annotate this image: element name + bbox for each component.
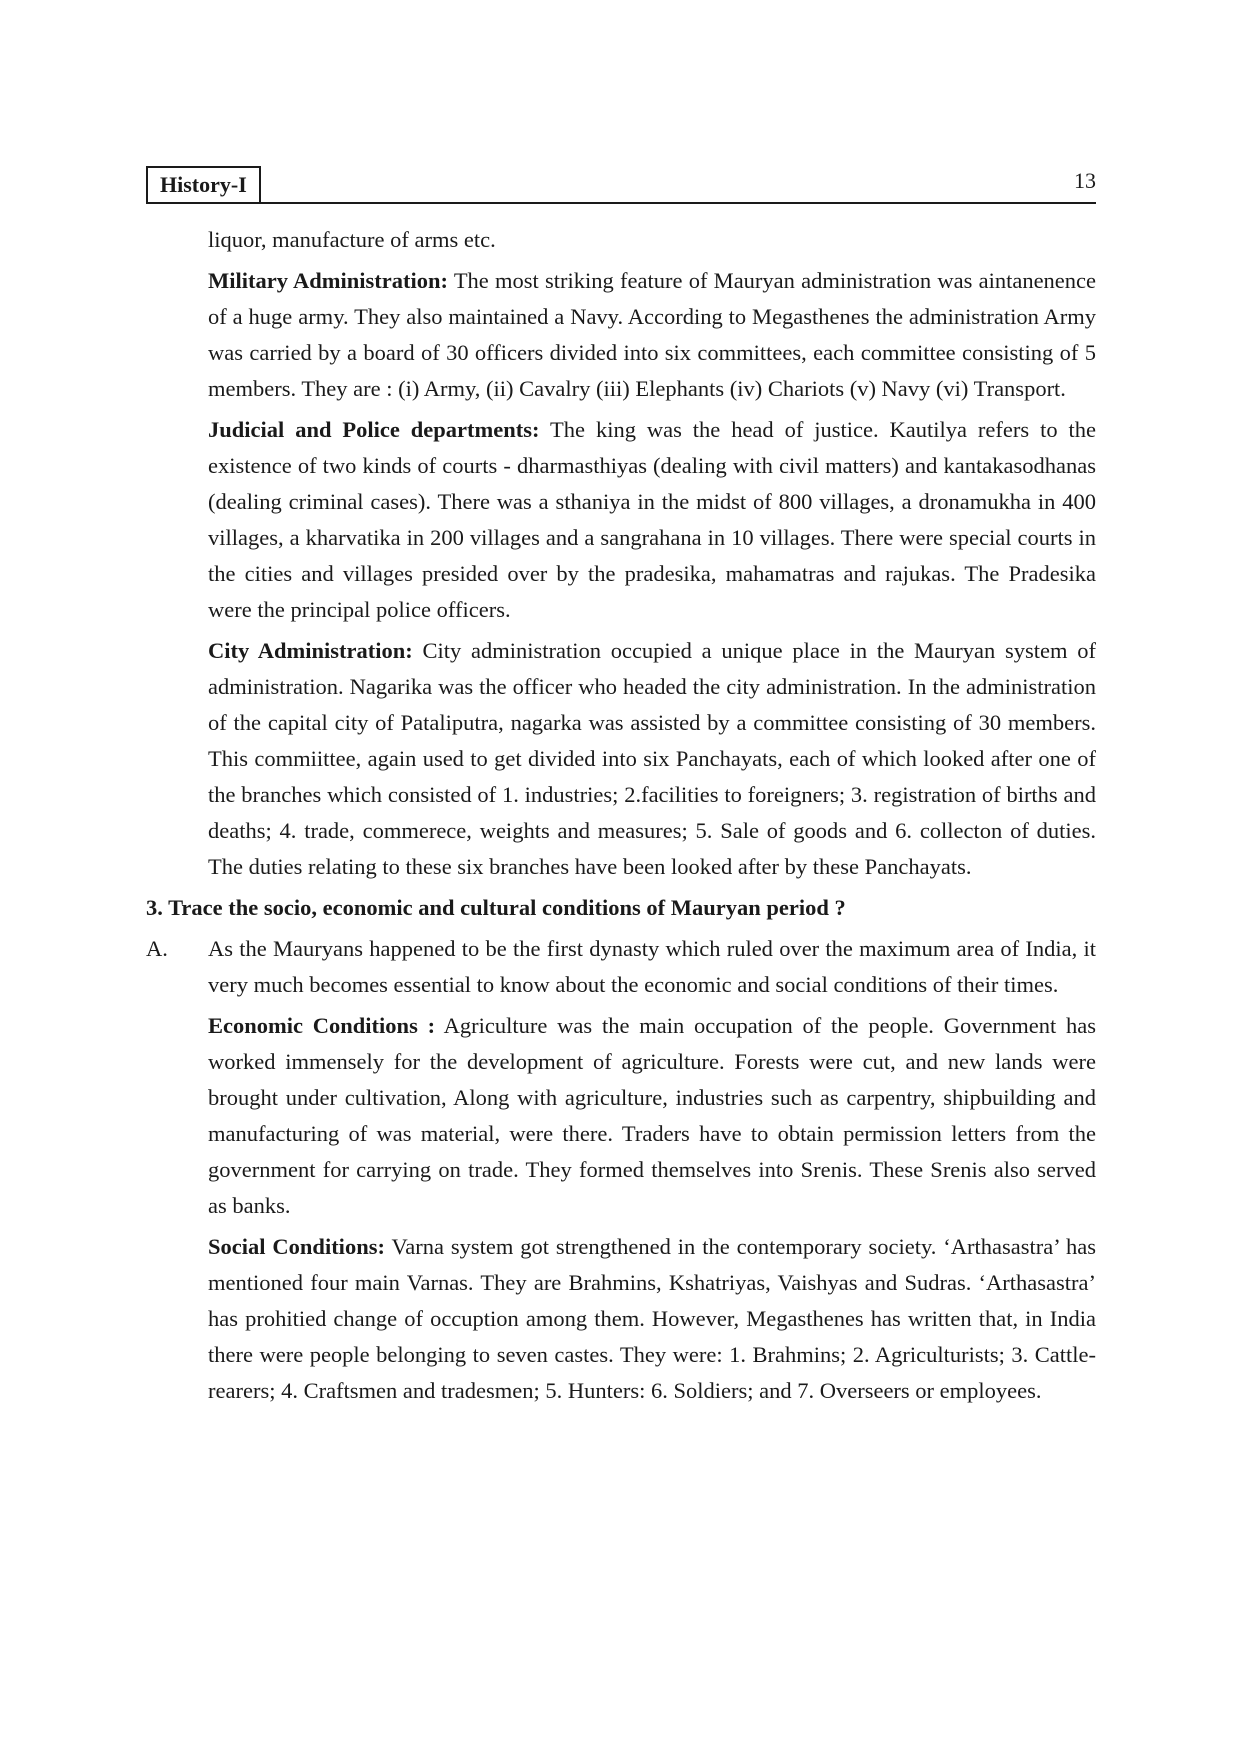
paragraph-text: The most striking feature of Mauryan administration was aintanenence of a huge army. They also maintained a Navy. According to Megasthenes the administration Army was carried by a board of 30 officers divided into six committees, each committee consisting of 5 members. They are : (i) Army, (ii) Cavalry (iii) Elephants (iv) Chariots (v) Navy (vi) Transport. <box>208 268 1097 401</box>
answer-text: As the Mauryans happened to be the first dynasty which ruled over the maximum area of India, it very much becomes essential to know about the economic and social conditions of their times. <box>208 936 1096 997</box>
page-header <box>146 166 1096 204</box>
paragraph-social-conditions <box>208 1229 1096 1409</box>
paragraph-heading: City Administration: <box>208 638 413 663</box>
answer-block <box>146 931 1096 1003</box>
paragraph-continuation <box>208 222 1096 258</box>
question-heading: 3. Trace the socio, economic and cultural conditions of Mauryan period ? <box>146 895 846 920</box>
running-title: History-I <box>146 166 261 202</box>
page-number: 13 <box>1074 168 1096 193</box>
page-body <box>146 222 1096 1414</box>
paragraph-text: liquor, manufacture of arms etc. <box>208 227 496 252</box>
paragraph-economic-conditions <box>208 1008 1096 1224</box>
paragraph-heading: Military Administration: <box>208 268 448 293</box>
paragraph-text: Agriculture was the main occupation of the people. Government has worked immensely for the development of agriculture. Forests were cut, and new lands were brought under cultivation, Along with agriculture, industries such as carpentry, shipbuilding and manufacturing of was material, were there. Traders have to obtain permission letters from the government for carrying on trade. They formed themselves into Srenis. These Srenis also served as banks. <box>208 1013 1096 1218</box>
paragraph-military-administration <box>208 263 1096 407</box>
paragraph-text: Varna system got strengthened in the contemporary society. ‘Arthasastra’ has mentioned four main Varnas. They are Brahmins, Kshatriyas, Vaishyas and Sudras. ‘Arthasastra’ has prohitied change of occuption among them. However, Megasthenes has written that, in India there were people belonging to seven castes. They were: 1. Brahmins; 2. Agriculturists; 3. Cattle-rearers; 4. Craftsmen and tradesmen; 5. Hunters: 6. Soldiers; and 7. Overseers or employees. <box>208 1234 1096 1403</box>
paragraph-judicial-police <box>208 412 1096 628</box>
paragraph-heading: Economic Conditions : <box>208 1013 436 1038</box>
paragraph-city-administration <box>208 633 1096 885</box>
header-rule <box>146 202 1096 204</box>
paragraph-heading: Social Conditions: <box>208 1234 385 1259</box>
paragraph-text: City administration occupied a unique place in the Mauryan system of administration. Nagarika was the officer who headed the city administration. In the administration of the capital city of Pataliputra, nagarka was assisted by a committee consisting of 30 members. This commiittee, again used to get divided into six Panchayats, each of which looked after one of the branches which consisted of 1. industries; 2.facilities to foreigners; 3. registration of births and deaths; 4. trade, commerece, weights and measures; 5. Sale of goods and 6. collecton of duties. The duties relating to these six branches have been looked after by these Panchayats. <box>208 638 1096 879</box>
paragraph-heading: Judicial and Police departments: <box>208 417 540 442</box>
answer-label: A. <box>146 936 168 961</box>
paragraph-text: The king was the head of justice. Kautilya refers to the existence of two kinds of courts - dharmasthiyas (dealing with civil matters) and kantakasodhanas (dealing criminal cases). There was a sthaniya in the midst of 800 villages, a dronamukha in 400 villages, a kharvatika in 200 villages and a sangrahana in 10 villages. There were special courts in the cities and villages presided over by the pradesika, mahamatras and rajukas. The Pradesika were the principal police officers. <box>208 417 1096 622</box>
